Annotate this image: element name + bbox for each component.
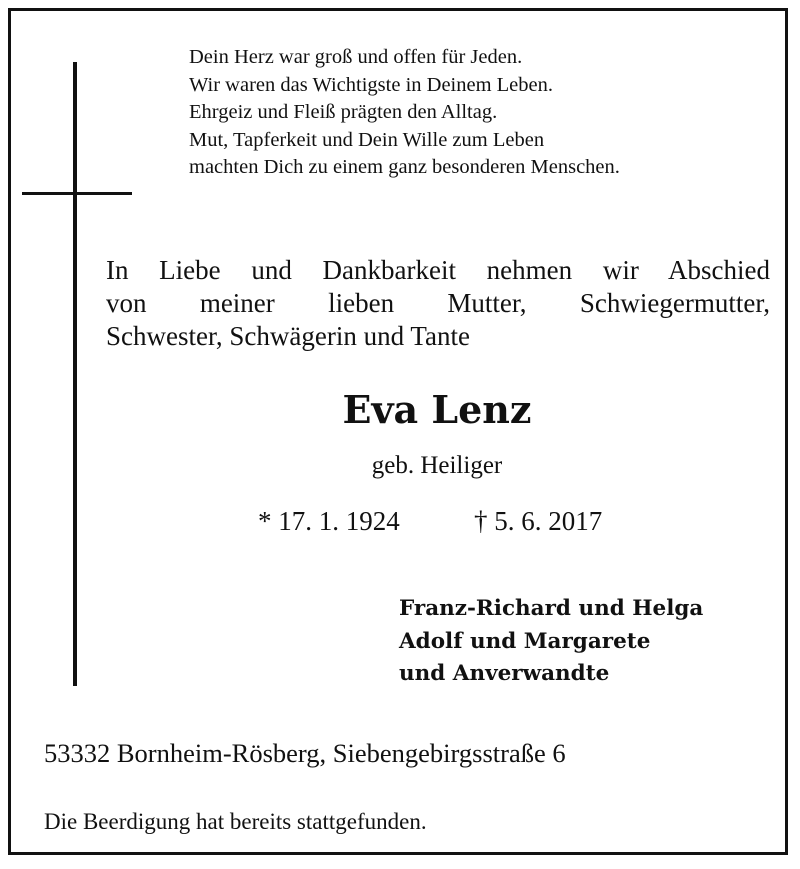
- poem-line: Wir waren das Wichtigste in Deinem Leben.: [189, 73, 554, 96]
- mourners: [399, 593, 703, 691]
- cross-vertical-bar: [73, 62, 77, 686]
- mourner-line: Franz-Richard und Helga: [399, 596, 704, 621]
- mourner-line: Adolf und Margarete: [399, 628, 651, 654]
- farewell-line: Schwester, Schwägerin und Tante: [106, 321, 470, 351]
- death-date: † 5. 6. 2017: [474, 506, 603, 536]
- poem-line: Dein Herz war groß und offen für Jeden.: [189, 46, 523, 68]
- poem-line: Ehrgeiz und Fleiß prägten den Alltag.: [189, 101, 498, 123]
- cross-horizontal-bar: [22, 192, 132, 195]
- address: 53332 Bornheim-Rösberg, Siebengebirgsstraße 6: [44, 738, 566, 768]
- funeral-note: Die Beerdigung hat bereits stattgefunden.: [44, 809, 427, 834]
- maiden-name: geb. Heiliger: [371, 452, 503, 479]
- farewell-text: [106, 254, 770, 353]
- deceased-name: Eva Lenz: [342, 387, 532, 432]
- poem-line: Mut, Tapferkeit und Dein Wille zum Leben: [189, 128, 545, 151]
- farewell-line: von meiner lieben Mutter, Schwiegermutter,: [106, 288, 770, 318]
- farewell-line: In Liebe und Dankbarkeit nehmen wir Abschied: [106, 255, 770, 285]
- poem: [189, 44, 769, 182]
- poem-line: machten Dich zu einem ganz besonderen Menschen.: [189, 156, 620, 178]
- birth-date: * 17. 1. 1924: [258, 506, 400, 536]
- mourner-line: und Anverwandte: [399, 661, 610, 686]
